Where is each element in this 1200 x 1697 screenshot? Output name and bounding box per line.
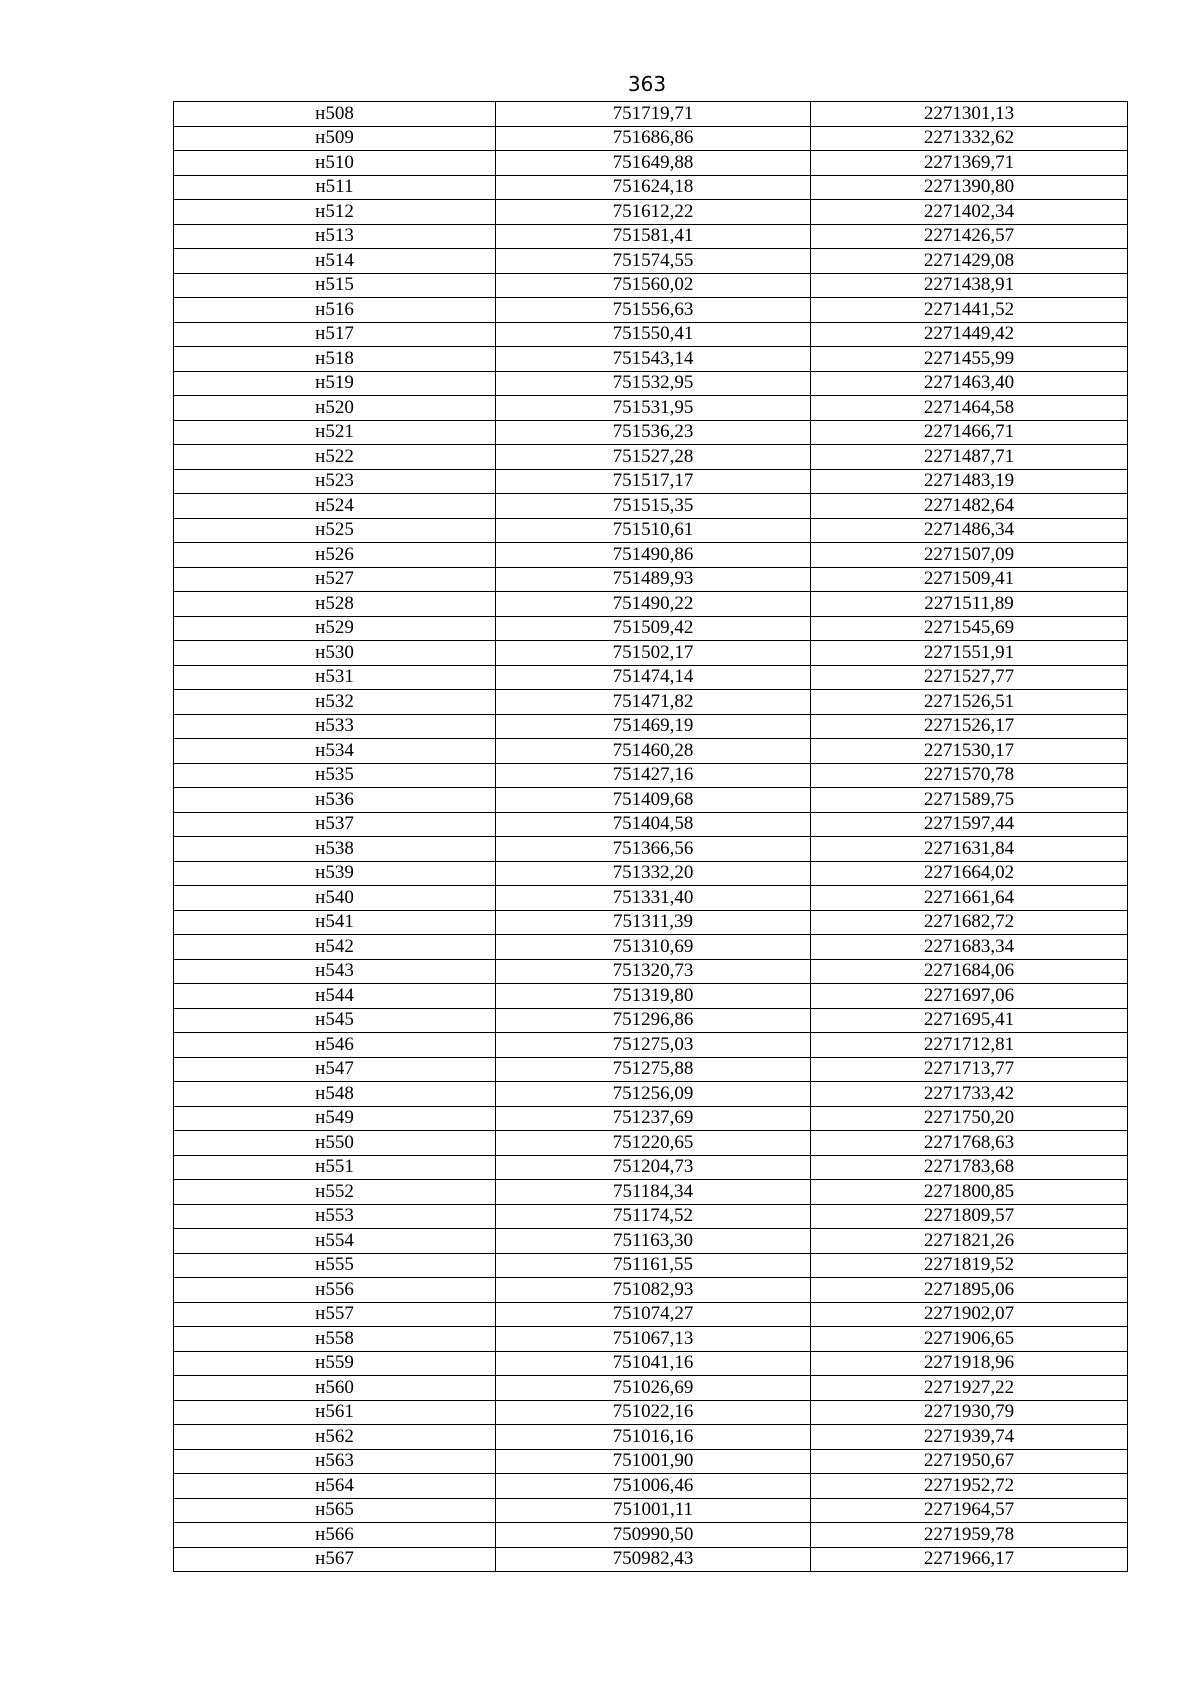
y-coordinate-cell: 2271939,74 [811, 1425, 1128, 1450]
point-id-cell: н509 [174, 126, 496, 151]
y-coordinate-cell: 2271661,64 [811, 886, 1128, 911]
x-coordinate-cell: 751001,90 [496, 1449, 811, 1474]
x-coordinate-cell: 751026,69 [496, 1376, 811, 1401]
y-coordinate-cell: 2271527,77 [811, 665, 1128, 690]
table-row [174, 1376, 1128, 1401]
table-row [174, 1229, 1128, 1254]
x-coordinate-cell: 751074,27 [496, 1302, 811, 1327]
table-row [174, 788, 1128, 813]
page-number: 363 [627, 72, 667, 96]
table-row [174, 812, 1128, 837]
table-row [174, 935, 1128, 960]
x-coordinate-cell: 751469,19 [496, 714, 811, 739]
x-coordinate-cell: 751067,13 [496, 1327, 811, 1352]
x-coordinate-cell: 751163,30 [496, 1229, 811, 1254]
y-coordinate-cell: 2271441,52 [811, 298, 1128, 323]
point-id-cell: н543 [174, 959, 496, 984]
y-coordinate-cell: 2271930,79 [811, 1400, 1128, 1425]
table-row [174, 1400, 1128, 1425]
table-row [174, 1449, 1128, 1474]
point-id-cell: н513 [174, 224, 496, 249]
table-row [174, 102, 1128, 127]
point-id-cell: н529 [174, 616, 496, 641]
table-row [174, 445, 1128, 470]
x-coordinate-cell: 751184,34 [496, 1180, 811, 1205]
table-row [174, 298, 1128, 323]
point-id-cell: н565 [174, 1498, 496, 1523]
y-coordinate-cell: 2271712,81 [811, 1033, 1128, 1058]
x-coordinate-cell: 751719,71 [496, 102, 811, 127]
table-row [174, 1180, 1128, 1205]
point-id-cell: н545 [174, 1008, 496, 1033]
y-coordinate-cell: 2271530,17 [811, 739, 1128, 764]
y-coordinate-cell: 2271551,91 [811, 641, 1128, 666]
x-coordinate-cell: 751612,22 [496, 200, 811, 225]
point-id-cell: н510 [174, 151, 496, 176]
point-id-cell: н539 [174, 861, 496, 886]
x-coordinate-cell: 750982,43 [496, 1547, 811, 1572]
x-coordinate-cell: 751220,65 [496, 1131, 811, 1156]
y-coordinate-cell: 2271964,57 [811, 1498, 1128, 1523]
table-row [174, 1008, 1128, 1033]
y-coordinate-cell: 2271800,85 [811, 1180, 1128, 1205]
table-row [174, 1302, 1128, 1327]
x-coordinate-cell: 751536,23 [496, 420, 811, 445]
x-coordinate-cell: 751320,73 [496, 959, 811, 984]
x-coordinate-cell: 751509,42 [496, 616, 811, 641]
y-coordinate-cell: 2271509,41 [811, 567, 1128, 592]
x-coordinate-cell: 751581,41 [496, 224, 811, 249]
y-coordinate-cell: 2271895,06 [811, 1278, 1128, 1303]
table-row [174, 371, 1128, 396]
x-coordinate-cell: 751649,88 [496, 151, 811, 176]
table-row [174, 959, 1128, 984]
table-row [174, 1278, 1128, 1303]
table-row [174, 1082, 1128, 1107]
point-id-cell: н508 [174, 102, 496, 127]
point-id-cell: н512 [174, 200, 496, 225]
table-row [174, 1474, 1128, 1499]
y-coordinate-cell: 2271438,91 [811, 273, 1128, 298]
y-coordinate-cell: 2271526,51 [811, 690, 1128, 715]
table-row [174, 641, 1128, 666]
point-id-cell: н544 [174, 984, 496, 1009]
table-row [174, 1253, 1128, 1278]
point-id-cell: н538 [174, 837, 496, 862]
table-row [174, 690, 1128, 715]
y-coordinate-cell: 2271570,78 [811, 763, 1128, 788]
y-coordinate-cell: 2271713,77 [811, 1057, 1128, 1082]
point-id-cell: н547 [174, 1057, 496, 1082]
y-coordinate-cell: 2271906,65 [811, 1327, 1128, 1352]
point-id-cell: н520 [174, 396, 496, 421]
point-id-cell: н551 [174, 1155, 496, 1180]
table-row [174, 151, 1128, 176]
y-coordinate-cell: 2271369,71 [811, 151, 1128, 176]
x-coordinate-cell: 751331,40 [496, 886, 811, 911]
point-id-cell: н552 [174, 1180, 496, 1205]
table-row [174, 543, 1128, 568]
point-id-cell: н531 [174, 665, 496, 690]
table-row [174, 910, 1128, 935]
x-coordinate-cell: 751471,82 [496, 690, 811, 715]
y-coordinate-cell: 2271927,22 [811, 1376, 1128, 1401]
point-id-cell: н530 [174, 641, 496, 666]
y-coordinate-cell: 2271821,26 [811, 1229, 1128, 1254]
point-id-cell: н563 [174, 1449, 496, 1474]
table-row [174, 1547, 1128, 1572]
point-id-cell: н564 [174, 1474, 496, 1499]
y-coordinate-cell: 2271682,72 [811, 910, 1128, 935]
y-coordinate-cell: 2271597,44 [811, 812, 1128, 837]
y-coordinate-cell: 2271902,07 [811, 1302, 1128, 1327]
y-coordinate-cell: 2271429,08 [811, 249, 1128, 274]
x-coordinate-cell: 751275,03 [496, 1033, 811, 1058]
x-coordinate-cell: 751041,16 [496, 1351, 811, 1376]
table-row [174, 322, 1128, 347]
x-coordinate-cell: 751427,16 [496, 763, 811, 788]
x-coordinate-cell: 751490,86 [496, 543, 811, 568]
table-row [174, 494, 1128, 519]
table-row [174, 518, 1128, 543]
y-coordinate-cell: 2271683,34 [811, 935, 1128, 960]
point-id-cell: н535 [174, 763, 496, 788]
table-row [174, 1204, 1128, 1229]
y-coordinate-cell: 2271966,17 [811, 1547, 1128, 1572]
point-id-cell: н542 [174, 935, 496, 960]
table-row [174, 469, 1128, 494]
y-coordinate-cell: 2271483,19 [811, 469, 1128, 494]
y-coordinate-cell: 2271959,78 [811, 1523, 1128, 1548]
y-coordinate-cell: 2271819,52 [811, 1253, 1128, 1278]
x-coordinate-cell: 751204,73 [496, 1155, 811, 1180]
coordinates-table-body [174, 102, 1128, 1572]
x-coordinate-cell: 751319,80 [496, 984, 811, 1009]
point-id-cell: н554 [174, 1229, 496, 1254]
table-row [174, 1155, 1128, 1180]
x-coordinate-cell: 751404,58 [496, 812, 811, 837]
x-coordinate-cell: 751022,16 [496, 1400, 811, 1425]
y-coordinate-cell: 2271952,72 [811, 1474, 1128, 1499]
y-coordinate-cell: 2271545,69 [811, 616, 1128, 641]
table-row [174, 175, 1128, 200]
x-coordinate-cell: 751296,86 [496, 1008, 811, 1033]
x-coordinate-cell: 751532,95 [496, 371, 811, 396]
point-id-cell: н527 [174, 567, 496, 592]
point-id-cell: н567 [174, 1547, 496, 1572]
point-id-cell: н557 [174, 1302, 496, 1327]
point-id-cell: н519 [174, 371, 496, 396]
point-id-cell: н549 [174, 1106, 496, 1131]
point-id-cell: н556 [174, 1278, 496, 1303]
y-coordinate-cell: 2271733,42 [811, 1082, 1128, 1107]
y-coordinate-cell: 2271783,68 [811, 1155, 1128, 1180]
x-coordinate-cell: 751409,68 [496, 788, 811, 813]
point-id-cell: н562 [174, 1425, 496, 1450]
y-coordinate-cell: 2271664,02 [811, 861, 1128, 886]
table-row [174, 224, 1128, 249]
point-id-cell: н514 [174, 249, 496, 274]
y-coordinate-cell: 2271455,99 [811, 347, 1128, 372]
x-coordinate-cell: 751686,86 [496, 126, 811, 151]
x-coordinate-cell: 751006,46 [496, 1474, 811, 1499]
point-id-cell: н532 [174, 690, 496, 715]
x-coordinate-cell: 751515,35 [496, 494, 811, 519]
y-coordinate-cell: 2271482,64 [811, 494, 1128, 519]
point-id-cell: н524 [174, 494, 496, 519]
x-coordinate-cell: 751489,93 [496, 567, 811, 592]
x-coordinate-cell: 751016,16 [496, 1425, 811, 1450]
y-coordinate-cell: 2271402,34 [811, 200, 1128, 225]
x-coordinate-cell: 751510,61 [496, 518, 811, 543]
table-row [174, 126, 1128, 151]
y-coordinate-cell: 2271684,06 [811, 959, 1128, 984]
point-id-cell: н534 [174, 739, 496, 764]
table-row [174, 665, 1128, 690]
table-row [174, 763, 1128, 788]
table-row [174, 592, 1128, 617]
table-row [174, 984, 1128, 1009]
table-row [174, 1106, 1128, 1131]
y-coordinate-cell: 2271950,67 [811, 1449, 1128, 1474]
point-id-cell: н546 [174, 1033, 496, 1058]
x-coordinate-cell: 751550,41 [496, 322, 811, 347]
x-coordinate-cell: 751624,18 [496, 175, 811, 200]
y-coordinate-cell: 2271466,71 [811, 420, 1128, 445]
point-id-cell: н536 [174, 788, 496, 813]
y-coordinate-cell: 2271697,06 [811, 984, 1128, 1009]
y-coordinate-cell: 2271332,62 [811, 126, 1128, 151]
x-coordinate-cell: 751256,09 [496, 1082, 811, 1107]
point-id-cell: н525 [174, 518, 496, 543]
x-coordinate-cell: 751174,52 [496, 1204, 811, 1229]
x-coordinate-cell: 751082,93 [496, 1278, 811, 1303]
table-row [174, 1327, 1128, 1352]
point-id-cell: н523 [174, 469, 496, 494]
y-coordinate-cell: 2271449,42 [811, 322, 1128, 347]
point-id-cell: н553 [174, 1204, 496, 1229]
x-coordinate-cell: 751517,17 [496, 469, 811, 494]
y-coordinate-cell: 2271487,71 [811, 445, 1128, 470]
table-row [174, 1498, 1128, 1523]
point-id-cell: н518 [174, 347, 496, 372]
point-id-cell: н566 [174, 1523, 496, 1548]
y-coordinate-cell: 2271301,13 [811, 102, 1128, 127]
x-coordinate-cell: 751460,28 [496, 739, 811, 764]
point-id-cell: н548 [174, 1082, 496, 1107]
point-id-cell: н515 [174, 273, 496, 298]
x-coordinate-cell: 751574,55 [496, 249, 811, 274]
point-id-cell: н559 [174, 1351, 496, 1376]
table-row [174, 739, 1128, 764]
point-id-cell: н511 [174, 175, 496, 200]
x-coordinate-cell: 751560,02 [496, 273, 811, 298]
table-row [174, 886, 1128, 911]
point-id-cell: н560 [174, 1376, 496, 1401]
point-id-cell: н526 [174, 543, 496, 568]
y-coordinate-cell: 2271589,75 [811, 788, 1128, 813]
y-coordinate-cell: 2271768,63 [811, 1131, 1128, 1156]
x-coordinate-cell: 751332,20 [496, 861, 811, 886]
y-coordinate-cell: 2271486,34 [811, 518, 1128, 543]
table-row [174, 200, 1128, 225]
x-coordinate-cell: 751490,22 [496, 592, 811, 617]
x-coordinate-cell: 750990,50 [496, 1523, 811, 1548]
x-coordinate-cell: 751310,69 [496, 935, 811, 960]
point-id-cell: н528 [174, 592, 496, 617]
point-id-cell: н517 [174, 322, 496, 347]
y-coordinate-cell: 2271526,17 [811, 714, 1128, 739]
x-coordinate-cell: 751311,39 [496, 910, 811, 935]
y-coordinate-cell: 2271809,57 [811, 1204, 1128, 1229]
table-row [174, 714, 1128, 739]
y-coordinate-cell: 2271918,96 [811, 1351, 1128, 1376]
x-coordinate-cell: 751275,88 [496, 1057, 811, 1082]
point-id-cell: н561 [174, 1400, 496, 1425]
table-row [174, 396, 1128, 421]
y-coordinate-cell: 2271511,89 [811, 592, 1128, 617]
table-row [174, 249, 1128, 274]
y-coordinate-cell: 2271426,57 [811, 224, 1128, 249]
point-id-cell: н555 [174, 1253, 496, 1278]
point-id-cell: н558 [174, 1327, 496, 1352]
x-coordinate-cell: 751474,14 [496, 665, 811, 690]
point-id-cell: н533 [174, 714, 496, 739]
point-id-cell: н540 [174, 886, 496, 911]
point-id-cell: н537 [174, 812, 496, 837]
x-coordinate-cell: 751001,11 [496, 1498, 811, 1523]
x-coordinate-cell: 751237,69 [496, 1106, 811, 1131]
x-coordinate-cell: 751161,55 [496, 1253, 811, 1278]
table-row [174, 1033, 1128, 1058]
table-row [174, 861, 1128, 886]
table-row [174, 347, 1128, 372]
x-coordinate-cell: 751502,17 [496, 641, 811, 666]
table-row [174, 1523, 1128, 1548]
y-coordinate-cell: 2271750,20 [811, 1106, 1128, 1131]
y-coordinate-cell: 2271695,41 [811, 1008, 1128, 1033]
x-coordinate-cell: 751366,56 [496, 837, 811, 862]
x-coordinate-cell: 751543,14 [496, 347, 811, 372]
table-row [174, 1131, 1128, 1156]
table-row [174, 1057, 1128, 1082]
coordinates-table [173, 101, 1128, 1572]
y-coordinate-cell: 2271507,09 [811, 543, 1128, 568]
x-coordinate-cell: 751531,95 [496, 396, 811, 421]
x-coordinate-cell: 751556,63 [496, 298, 811, 323]
y-coordinate-cell: 2271631,84 [811, 837, 1128, 862]
table-row [174, 273, 1128, 298]
point-id-cell: н516 [174, 298, 496, 323]
table-row [174, 1425, 1128, 1450]
point-id-cell: н541 [174, 910, 496, 935]
table-row [174, 837, 1128, 862]
point-id-cell: н521 [174, 420, 496, 445]
table-row [174, 616, 1128, 641]
y-coordinate-cell: 2271390,80 [811, 175, 1128, 200]
y-coordinate-cell: 2271463,40 [811, 371, 1128, 396]
point-id-cell: н522 [174, 445, 496, 470]
x-coordinate-cell: 751527,28 [496, 445, 811, 470]
table-row [174, 567, 1128, 592]
y-coordinate-cell: 2271464,58 [811, 396, 1128, 421]
point-id-cell: н550 [174, 1131, 496, 1156]
table-row [174, 1351, 1128, 1376]
table-row [174, 420, 1128, 445]
